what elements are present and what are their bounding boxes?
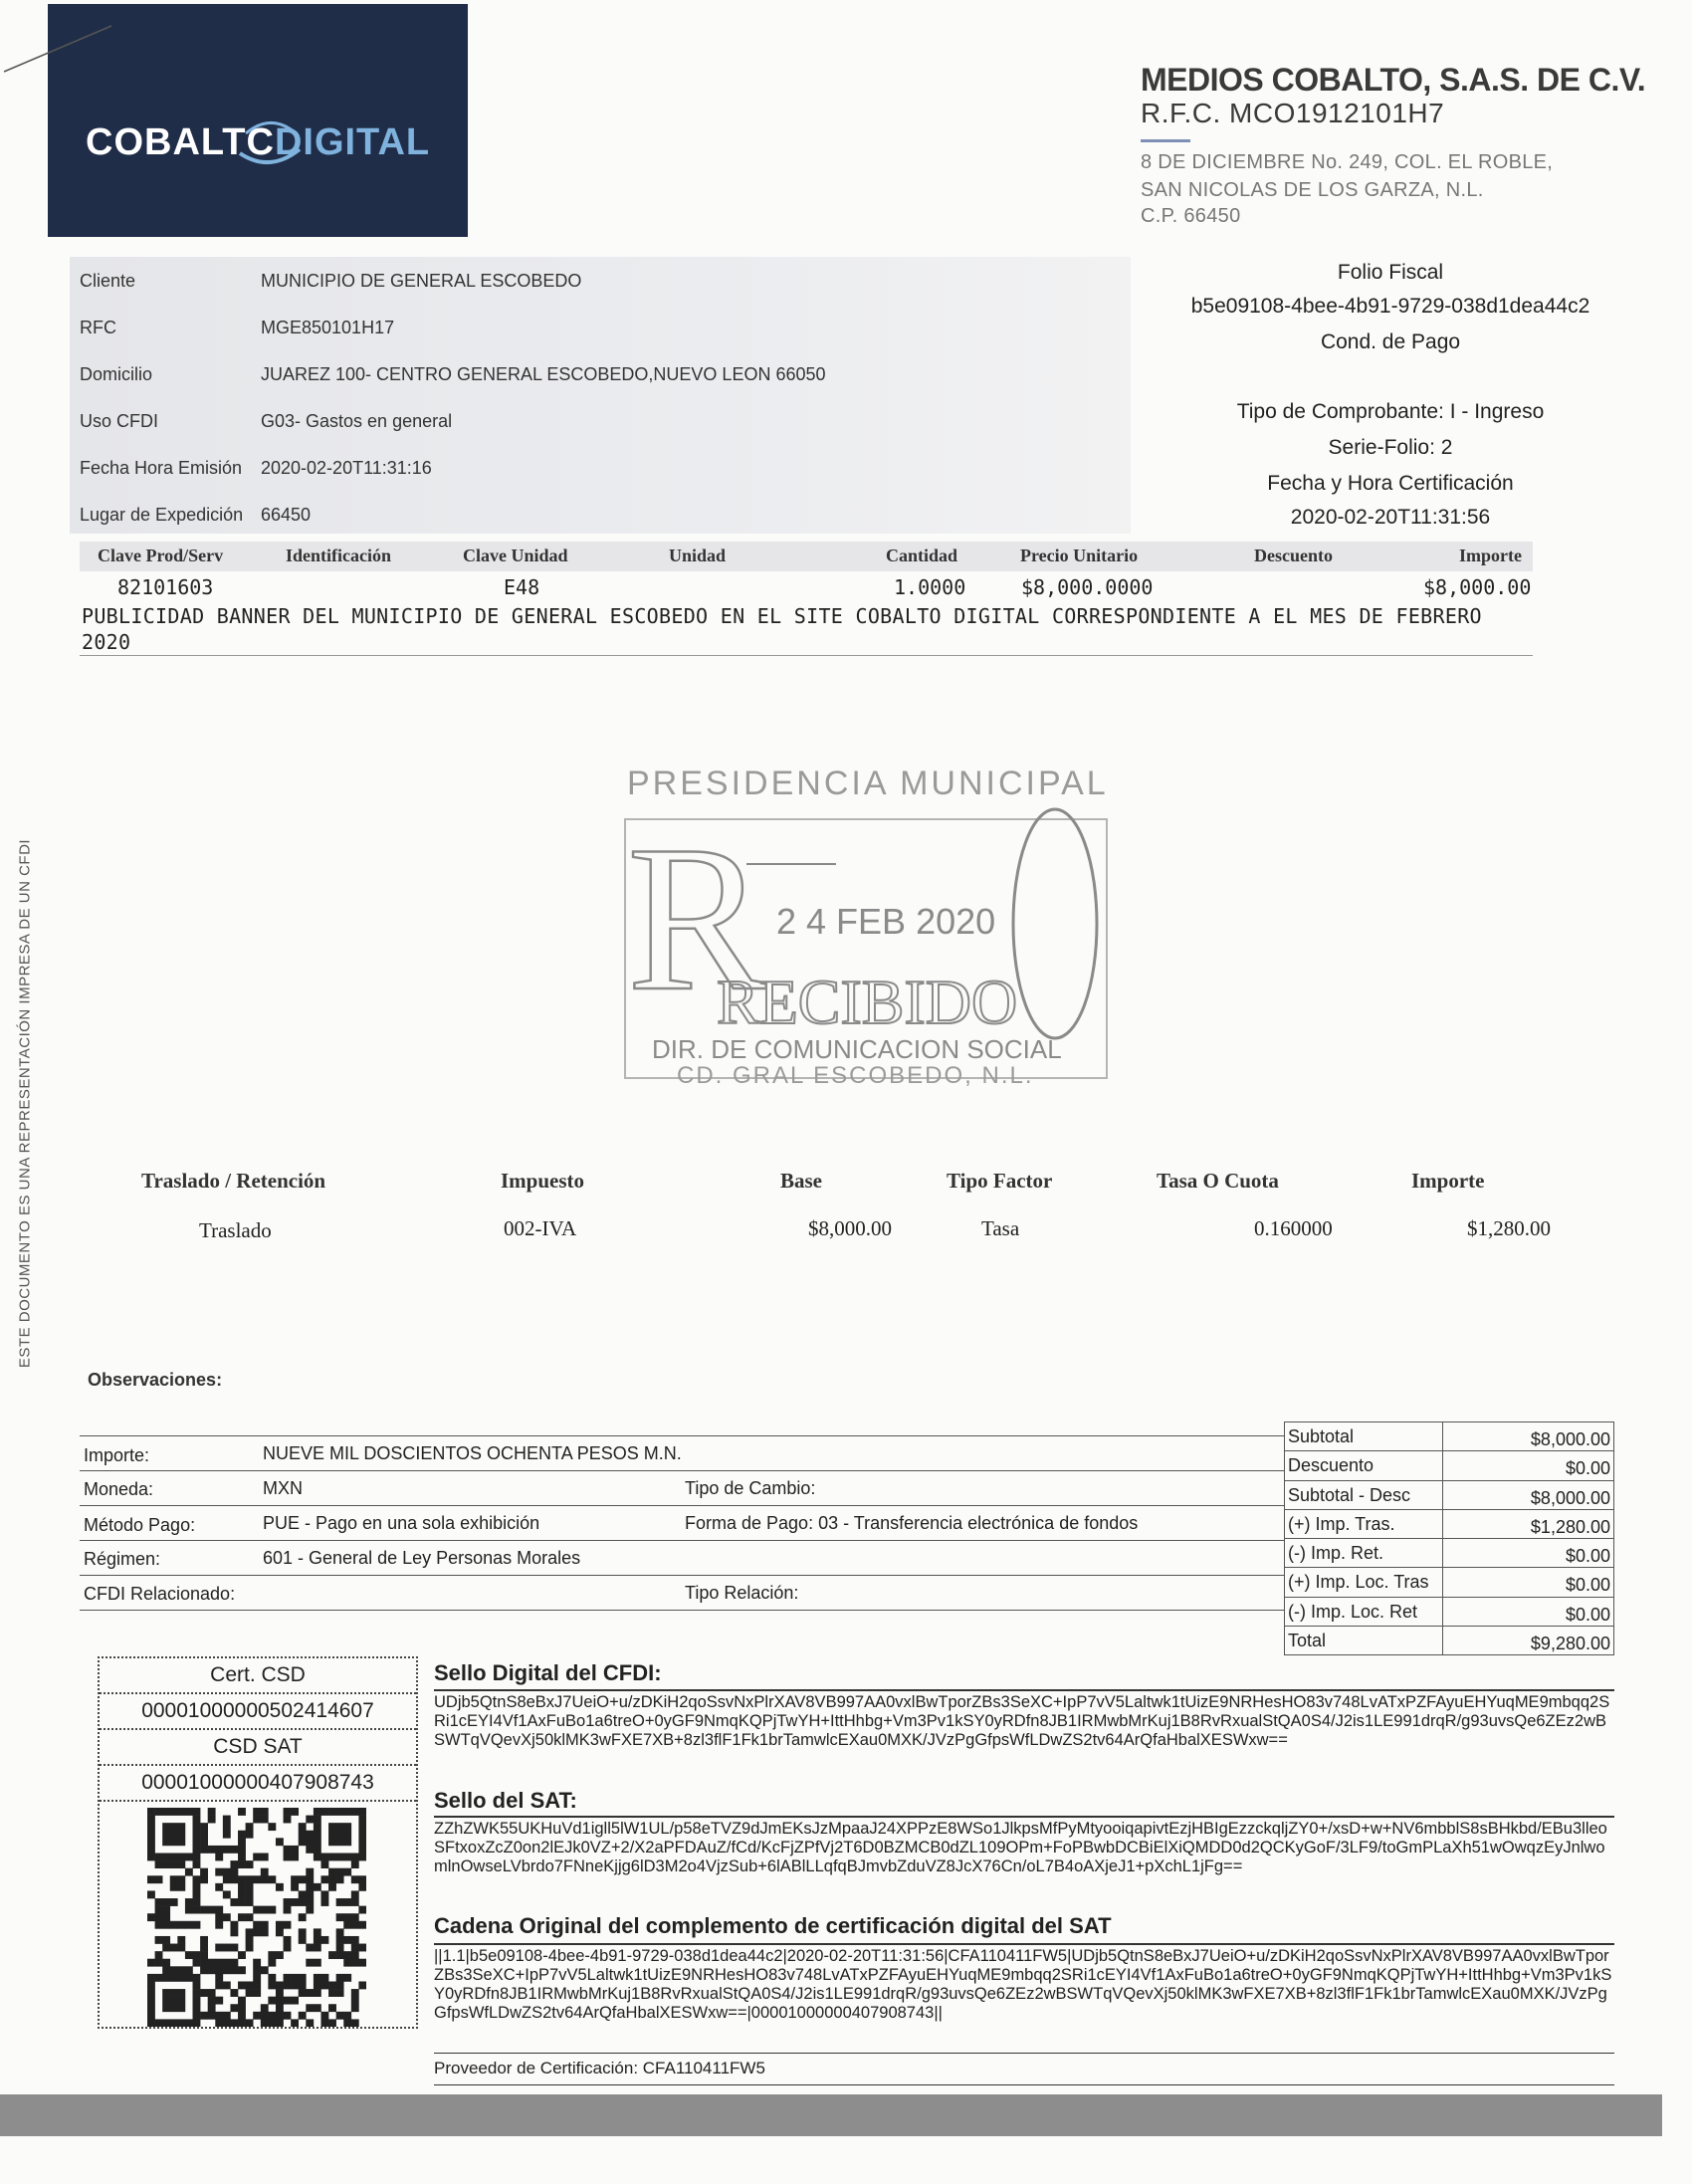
totals-label: Descuento [1285,1451,1443,1479]
company-name: MEDIOS COBALTO, S.A.S. DE C.V. [1141,62,1646,98]
company-rfc: R.F.C. MCO1912101H7 [1141,98,1445,128]
csd-sat-value: 00001000000407908743 [100,1766,416,1802]
column-header: Identificación [286,546,391,565]
totals-row [1285,1568,1613,1597]
totals-value: $8,000.00 [1530,1429,1610,1449]
cert-csd-value: 00001000000502414607 [100,1694,416,1730]
tax-tipo: Traslado [199,1218,272,1242]
tipo-relacion-label: Tipo Relación: [685,1583,799,1603]
stamp-letter-o-icon [1013,809,1097,1038]
cfdi-disclaimer-vertical: ESTE DOCUMENTO ES UNA REPRESENTACIÓN IMPRESA DE UN CFDI [16,838,34,1369]
tax-column-header: Tasa O Cuota [1157,1169,1279,1193]
item-description: PUBLICIDAD BANNER DEL MUNICIPIO DE GENERAL ESCOBEDO EN EL SITE COBALTO DIGITAL CORRESPONDIENTE A EL MES DE FEBRERO 2020 [82,604,1482,654]
domicilio-value: JUAREZ 100- CENTRO GENERAL ESCOBEDO,NUEVO LEON 66050 [261,364,826,384]
cert-csd-label: Cert. CSD [100,1658,416,1694]
payment-divider [80,1575,1284,1576]
totals-value: $0.00 [1565,1458,1610,1479]
folio-fiscal-label: Folio Fiscal [1337,261,1444,284]
rfc-label: RFC [80,318,116,337]
fecha-certificacion-value: 2020-02-20T11:31:56 [1290,506,1491,529]
tax-column-header: Importe [1411,1169,1485,1193]
sello-divider [434,1689,1614,1691]
logo-swoosh-icon [232,111,307,171]
metodo-pago-value: PUE - Pago en una sola exhibición [263,1513,540,1533]
column-header: Unidad [669,546,727,565]
qr-code-icon [147,1808,366,2027]
serie-folio: Serie-Folio: 2 [1328,436,1453,459]
totals-row [1285,1627,1613,1654]
totals-row [1285,1451,1613,1480]
payment-divider [80,1610,1284,1611]
payment-divider [80,1435,1284,1436]
company-address-line: SAN NICOLAS DE LOS GARZA, N.L. [1141,179,1484,201]
column-header: Importe [1459,546,1522,565]
tax-base: $8,000.00 [808,1216,892,1240]
items-divider [80,655,1533,656]
tax-column-header: Traslado / Retención [141,1169,326,1193]
totals-value: $1,280.00 [1530,1516,1610,1537]
totals-row [1285,1539,1613,1568]
stamp-word: RECIBIDO [717,967,1018,1037]
column-header: Clave Unidad [463,546,568,565]
regimen-value: 601 - General de Ley Personas Morales [263,1548,581,1568]
cfdi-relacionado-label: CFDI Relacionado: [84,1584,236,1604]
tax-column-header: Base [780,1169,822,1193]
cadena-original-title: Cadena Original del complemento de certificación digital del SAT [434,1913,1112,1938]
client-info-panel [70,257,1131,534]
payment-divider [80,1470,1284,1471]
company-address-line: 8 DE DICIEMBRE No. 249, COL. EL ROBLE, [1141,151,1554,173]
cadena-original-text: ||1.1|b5e09108-4bee-4b91-9729-038d1dea44c2|2020-02-20T11:31:56|CFA110411FW5|UDjb5QtnS8eBxJ7UeiO+u/zDKiH2qoSsvNxPlrXAV8VB997AA0vxlBwTporZBs3SeXC+IpP7vV5Laltwk1tUizE9NRHesHO83v748LvATxPZFAyuEHYuqME9mbqq2SRi1cEYI4Vf1AxFuBo1a6treO+0yGF9NmqKQPjTwYH+IttHhbg+Vm3Pv1kSY0yRDfn8JB1IRMwbMrKuj1B8RvRxualStQA0S4/J2is1LE991drqR/g93uvsQe6ZEz2wBSWTqVQevXj50klMK3wFXE7XB+8zl3flF1Fk1brTamwlcEXau0MXK/JVzPgGfpsWfLDwZS2tv64ArQfaHbalXESWxw==|00001000000407908743|| [434,1947,1612,2022]
sello-cfdi-title: Sello Digital del CFDI: [434,1660,662,1685]
sello-sat-text: ZZhZWK55UKHuVd1igll5lW1UL/p58eTVZ9dJmEKsJzMpaaJ24XPPzE8WSo1JlkpsMfPyMtyooiqapivtEzjHBIgEzzckqljZY0+/xsD+w+NV6mbblS8sBHkbd/EBu3lleoSFtxoxZcZ0on2lEJk0VZ+2/X2aPFDAuZ/fCd/KcFjZPfVj2T6D0BZMCB0dZL109OPm+FoPBwbDCBiElXiQMDD0d2QCKyGoF/3LF9/toGmPLaXh51wOwqzEyJnlwomlnOwseLVbrdo7FNneKjjg6lD3M2o4VjzSub+6lABlLLqfqBJmvbZduVZ8JcX76Cn/oL7B4oAXjeJ1+pXchL1jFg== [434,1820,1607,1875]
totals-label: (+) Imp. Loc. Tras [1285,1568,1443,1596]
client-value: MUNICIPIO DE GENERAL ESCOBEDO [261,271,582,291]
domicilio-label: Domicilio [80,364,153,384]
tax-impuesto: 002-IVA [504,1216,577,1240]
payment-divider [80,1540,1284,1541]
uso-cfdi-value: G03- Gastos en general [261,411,453,431]
lugar-expedicion-value: 66450 [261,505,312,525]
totals-label: (-) Imp. Loc. Ret [1285,1598,1443,1626]
fecha-emision-label: Fecha Hora Emisión [80,458,243,478]
stamp-line2: CD. GRAL ESCOBEDO, N.L. [677,1062,1034,1089]
tax-column-header: Impuesto [501,1169,585,1193]
item-clave-prod: 82101603 [117,575,214,599]
tax-column-header: Tipo Factor [947,1169,1053,1193]
totals-table [1284,1421,1614,1655]
cond-pago-label: Cond. de Pago [1320,330,1461,353]
totals-value: $0.00 [1565,1604,1610,1625]
item-clave-unidad: E48 [504,575,540,599]
folio-fiscal-value: b5e09108-4bee-4b91-9729-038d1dea44c2 [1190,295,1590,318]
totals-label: (-) Imp. Ret. [1285,1539,1443,1567]
forma-pago: Forma de Pago: 03 - Transferencia electrónica de fondos [685,1513,1139,1533]
stamp-letter-r-icon: R [627,803,767,1034]
tax-tipo-factor: Tasa [981,1216,1020,1240]
tipo-cambio-label: Tipo de Cambio: [685,1478,816,1498]
lugar-expedicion-label: Lugar de Expedición [80,505,244,525]
totals-value: $8,000.00 [1530,1487,1610,1508]
fecha-emision-value: 2020-02-20T11:31:16 [261,458,432,478]
staple-mark-icon [0,20,119,80]
observaciones-label: Observaciones: [88,1370,223,1390]
sello-cfdi-text: UDjb5QtnS8eBxJ7UeiO+u/zDKiH2qoSsvNxPlrXAV8VB997AA0vxlBwTporZBs3SeXC+IpP7vV5Laltwk1tUizE9NRHesHO83v748LvATxPZFAyuEHYuqME9mbqq2SRi1cEYI4Vf1AxFuBo1a6treO+0yGF9NmqKQPjTwYH+IttHhbg+Vm3Pv1kSY0yRDfn8JB1IRMwbMrKuj1B8RvRxualStQA0S4/J2is1LE991drqR/g93uvsQe6ZEz2wBSWTqVQevXj50klMK3wFXE7XB+8zl3flF1Fk1brTamwlcEXau0MXK/JVzPgGfpsWfLDwZS2tv64ArQfaHbalXESWxw== [434,1693,1610,1749]
sello-divider [434,1943,1614,1945]
totals-value: $0.00 [1565,1546,1610,1567]
uso-cfdi-label: Uso CFDI [80,411,159,431]
item-cantidad: 1.0000 [894,575,966,599]
item-importe: $8,000.00 [1423,575,1532,599]
stamp-top-text: PRESIDENCIA MUNICIPAL [627,764,1109,802]
company-address-line: C.P. 66450 [1141,205,1241,227]
footer-bar [0,2094,1662,2136]
importe-letra-value: NUEVE MIL DOSCIENTOS OCHENTA PESOS M.N. [263,1443,682,1463]
totals-row [1285,1481,1613,1510]
totals-label: (+) Imp. Tras. [1285,1510,1443,1538]
totals-label: Subtotal - Desc [1285,1481,1443,1509]
moneda-value: MXN [263,1478,303,1498]
regimen-label: Régimen: [84,1549,161,1569]
sello-divider [434,1816,1614,1818]
importe-label: Importe: [84,1445,150,1465]
items-table-header [80,542,1533,571]
payment-divider [80,1505,1284,1506]
rfc-value: MGE850101H17 [261,318,395,337]
stamp-line1: DIR. DE COMUNICACION SOCIAL [652,1034,1062,1064]
column-header: Precio Unitario [1020,546,1139,565]
stamp-date: 2 4 FEB 2020 [776,901,996,942]
sello-sat-title: Sello del SAT: [434,1788,577,1813]
totals-row [1285,1422,1613,1451]
column-header: Descuento [1254,546,1333,565]
fecha-certificacion-label: Fecha y Hora Certificación [1267,472,1514,495]
csd-sat-label: CSD SAT [100,1730,416,1766]
proveedor-certificacion: Proveedor de Certificación: CFA110411FW5 [434,2059,765,2077]
totals-label: Total [1285,1627,1443,1654]
company-logo: COBALTCDIGITAL [86,121,431,163]
sello-divider [434,2053,1614,2054]
totals-row [1285,1598,1613,1627]
totals-value: $9,280.00 [1530,1634,1610,1654]
totals-value: $0.00 [1565,1575,1610,1596]
sello-divider [434,2084,1614,2085]
totals-row [1285,1510,1613,1539]
recibido-stamp [617,764,1115,1093]
client-label: Cliente [80,271,136,291]
company-divider [1141,139,1190,142]
item-precio-unitario: $8,000.0000 [1021,575,1154,599]
totals-label: Subtotal [1285,1422,1443,1450]
tax-importe: $1,280.00 [1467,1216,1551,1240]
moneda-label: Moneda: [84,1479,154,1499]
tax-tasa-cuota: 0.160000 [1254,1216,1333,1240]
column-header: Cantidad [886,546,958,565]
metodo-pago-label: Método Pago: [84,1515,196,1535]
tipo-comprobante: Tipo de Comprobante: I - Ingreso [1236,400,1545,423]
column-header: Clave Prod/Serv [98,546,224,565]
